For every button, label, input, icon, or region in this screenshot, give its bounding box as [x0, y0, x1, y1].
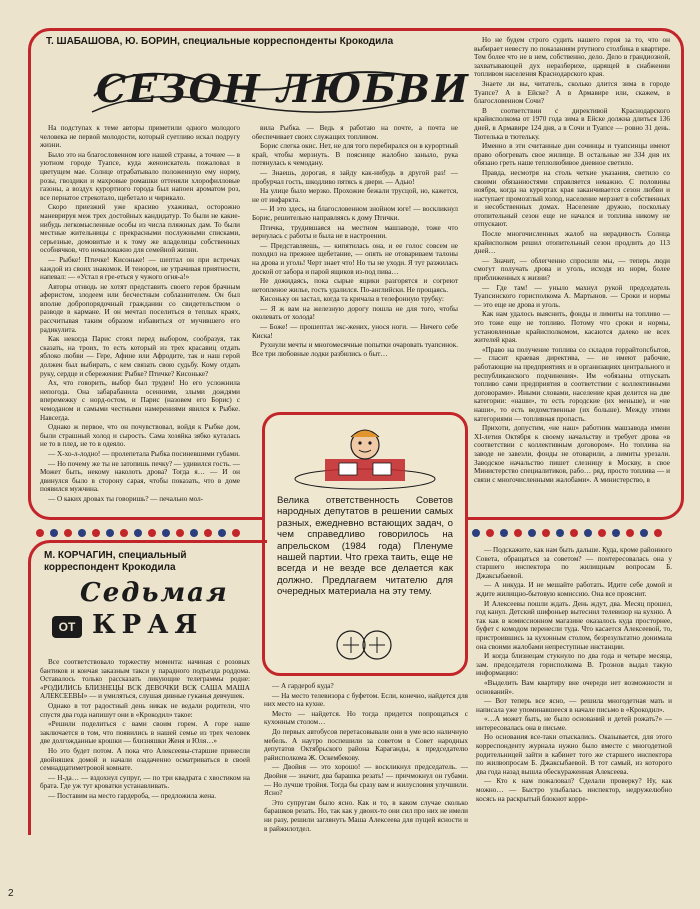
- dot: [106, 529, 114, 537]
- article-2-column-3: [476, 546, 672, 836]
- page-number: 2: [8, 888, 14, 899]
- paragraph: — Н-да… — вздохнул супруг, — по три квадрата с хвостиком на брата. Где уж тут кроватки устанавливать.: [40, 773, 250, 791]
- article-2-title-line-2: КРАЯ: [92, 610, 204, 640]
- dot-separator-left: [36, 528, 240, 538]
- editorial-callout: [262, 412, 468, 676]
- article-2-title-line-1: Седьмая: [80, 578, 229, 608]
- dot: [134, 529, 142, 537]
- paragraph: — Вот теперь все ясно, — решила многодетная мать и написала уже упоминавшееся в начале письмо в «Крокодил».: [476, 697, 672, 714]
- paragraph: Правда, несмотря на столь четкие указания, светило со своими обязанностями справляется неважно. С половины ноября, когда на курортах края заканчивается сезон любви и наступает промозглый холод, население мерзнет в собственных и несобственных домах. Население дружно, поскольку отопительный сезон еще не начался и топлива никому не отпускают.: [474, 168, 670, 229]
- paragraph: — Рыбке! Птичке! Кисоньке! — шептал он при встречах каждой из своих знакомок. И тенором, не утрачивая приятности, напевал: — «Устал я гре-еться у чужого огня-а!»: [40, 255, 240, 282]
- dot: [598, 529, 606, 537]
- dot: [542, 529, 550, 537]
- dot: [50, 529, 58, 537]
- paragraph: «Решили поделиться с вами своим горем. А горе наше заключается в том, что появились в нашей семье из трех человек две долгожданные крошки — близняшки Женя и Юля…»: [40, 720, 250, 746]
- paragraph: Это супругам было ясно. Как и то, в каком случае сколько барашков резать. Но, так как у двоих-то они сил про них не имели ни разу, решили заглянуть Маша Алексеева для пущей ясности и в райжилотдел.: [264, 798, 468, 833]
- paragraph: — Двойня — это хорошо! — воскликнул председатель. — Двойня — значит, два барашка резать! — причмокнул он губами. — Но лучше тройня. Тогда бы сразу вам и жилусловия улучшили. Ясно?: [264, 763, 468, 798]
- paragraph: Но основания все-таки отыскались. Оказывается, для этого корреспонденту журнала нужно было вместе с многодетной родительницей зайти в кабинет того же старшего инспектора по жилвопросам Б. Джаксыбаевой. В тот самый, из которого два года назад вышла обескураженная Алексеева.: [476, 733, 672, 776]
- paragraph: Именно в эти считанные дни сочинцы и туапсинцы имеют право обогревать свое жилище. В остальные же 334 дня их обязано греть наше теплолюбивое дневное светило.: [474, 142, 670, 168]
- paragraph: — И это здесь, на благословенном знойном юге! — воскликнул Борис, решительно направляясь к дому Птички.: [252, 205, 458, 222]
- dot: [612, 529, 620, 537]
- paragraph: Ах, что говорить, выбор был труден! Но его усложнила непогода. Она забарабанила осенними, злыми дождями вперемежку с норд-остом, и Парис (назовем его Борис) с чемоданом и самыми честными намерениями явился к Рыбке. Навсегда.: [40, 379, 240, 422]
- dot: [514, 529, 522, 537]
- dot: [528, 529, 536, 537]
- dot: [92, 529, 100, 537]
- paragraph: — Я ж вам на железную дорогу пошла не для того, чтобы околевать от холода!: [252, 304, 458, 322]
- paragraph: До первых автобусов перетасовывали они в уме всю наличную мебель. А наутро поспешили за советом в Совет народных депутатов Октябрьского района Караганды, к председателю райисполкома Ж. Оскембекову.: [264, 727, 468, 762]
- article-2-column-2: [264, 682, 468, 834]
- article-2-column-1: [40, 658, 250, 834]
- paragraph: Прихоти, допустим, «не наш» работник машзавода имени XI-летия Октября к своему начальству и требует дрова «в соответствии с коллективным договором». Но топлива на заводе не завезли, фонды не отоварили, а лимиты урезали. Заводское начальство пишет слезницу в Москву, в свое Министерство специалитиков, рабо… ряд, просто топлива — и связи с многочисленными жалобами». А министерство, в: [474, 424, 670, 484]
- dot: [640, 529, 648, 537]
- paragraph: — А гардероб куда?: [272, 682, 334, 690]
- paragraph: — Представляешь, — кипятилась она, и ее голос совсем не походил на прежнее щебетание, — опять не отовариваем талоны на дрова и уголь! Черт знает что! Но ты не уходи. Я тут разжилась доской от забора и парой ящиков из-под пива…: [252, 241, 458, 276]
- paragraph: В соответствии с директивой Краснодарского крайисполкома от 1970 года зима в Ейске должна длиться 136 дней, в Армавире 124 дня, а в Сочи и Туапсе — ровно 31 день. Тютелька в тютельку.: [474, 106, 670, 141]
- paragraph: Скоро приезжий уже красиво ухаживал, осторожно маневрируя меж трех достойных кандидатур. То были не какие-нибудь легкомысленные особы из числа пляжных дам. То были местные жительницы с прекрасными послужными списками, серьезные, домовитые и к тому же владелицы собственных особнячков, что немаловажно для семейной жизни.: [40, 203, 240, 255]
- paragraph: вила Рыбка. — Ведь я работаю на почте, а почта не обеспечивает своих служащих топливом.: [252, 124, 458, 141]
- paragraph: — Где там! — уныло махнул рукой председатель Туапсинского горисполкома А. Мартынов. — Сроки и нормы — это еще не дрова и уголь.: [474, 283, 670, 309]
- paragraph: «…А может быть, не было оснований и детей рожать?» — интересовалась она в письме.: [476, 715, 672, 732]
- dot: [626, 529, 634, 537]
- callout-text: Велика ответственность Советов народных депутатов в решении самых разных, ежедневно встающих задач, о чем справедливо говорилось на апрельском (1984 года) Пленуме нашей партии. Что греха таить, еще не всегда и не везде все делается как должно. Предлагаем читателю для очередных материала на эту тему.: [277, 495, 453, 598]
- paragraph: Как некогда Парис стоял перед выбором, сообразуя, так сказать, на троих, то есть который из трех красавиц отдать яблоко любви — Гере, Афине или Афродите, так и наш герой должен был выбирать, с кем связать свою судьбу. Кому отдать руку, сердце и сбережения: Рыбке? Птичке? Кисоньке?: [40, 335, 240, 378]
- paragraph: Но не будем строго судить нашего героя за то, что он выбирает невесту по показаниям ртутного столбика в квартире. Тем более что не в нем, собственно, дело. Дело в грандиозной, захватывающей дух неразберихе, царящей в снабжении топливом населения Краснодарского края.: [474, 36, 670, 79]
- paragraph: — На место телевизора с буфетом. Если, конечно, найдется для них место на кухне.: [264, 691, 468, 709]
- article-1-column-2: [252, 124, 458, 406]
- dot: [204, 529, 212, 537]
- paragraph: — Знаешь, дорогая, я зайду как-нибудь в другой раз! — пробурчал гость, шкодливо пятясь к двери. — Адью!: [252, 168, 458, 186]
- paragraph: Однако ж первое, что он почувствовал, войдя к Рыбке дом, были страшный холод и сырость. Сама хозяйка зябко куталась не то в плед, не то в одеяло.: [40, 423, 240, 449]
- paragraph: И Алексеевы пошли ждать. День ждут, два. Месяц прошел, год канул. Детский шифоньер вытеснил телевизор на кухню. А так как в комиссионном магазине оказалось куда просторнее, буфет с комодом перенесли туда. Что касается Алексеевой, то, пристроившись за кухонным столом, безрезультатно донимала она своими жалобами непреступные инстанции.: [476, 599, 672, 651]
- paragraph: — О каких дровах ты говоришь? — печально мол-: [48, 494, 204, 503]
- paragraph: Борис слегка окис. Нет, не для того перебирался он в курортный край, чтобы мерзнуть. В пояснице жалобно заныло, рука потянулась к чемодану.: [252, 142, 458, 168]
- article-2-title-from: ОТ: [52, 616, 82, 638]
- paragraph: Авторы отнюдь не хотят представить своего героя брачным аферистом, злодеем или бесчестным соблазнителем. Он был вполне добропорядочный гражданин со свидетельством о разводе в кармане. И он мечтал поселиться в теплых краях, рассчитывая таким образом избавиться от мучившего его радикулита.: [40, 282, 240, 334]
- article-1-byline: Т. ШАБАШОВА, Ю. БОРИН, специальные корреспонденты Крокодила: [46, 36, 394, 47]
- paragraph: Знаете ли вы, читатель, сколько длится зима в городе Туапсе? А в Ейске? А в Армавире или, скажем, в благословенном Сочи?: [474, 79, 670, 106]
- dot: [486, 529, 494, 537]
- dot: [218, 529, 226, 537]
- article-2-byline: М. КОРЧАГИН, специальный корреспондент Крокодила: [44, 550, 187, 573]
- paragraph: Было это на благословенном юге нашей страны, а точнее — в уютном городе Туапсе, куда женоискатель пожаловал в цветущем мае. Солнце отрабатывало положенную ему норму, розы, гвоздики и махровые ромашки оттеняли хлорофилловые газоны, а воздух курортного города был напоен ароматом роз, все пернатое стрекотало, щебетало и чирикало.: [40, 150, 240, 202]
- paragraph: — Х-хо-л-лодно! — пролепетала Рыбка посиневшими губами.: [48, 449, 240, 458]
- paragraph: Все соответствовало торжеству момента: начиная с розовых бантиков и кончая заказным такси у парадного подъезда роддома. Оставалось только рассказать ликующие телеграммы родне: «РОДИЛИСЬ БЛИЗНЕЦЫ ВСК ДЕВОЧКИ ВСК САША МАША АЛЕКСЕЕВЫ» — и умиляться, слушая дивные гуканья девчушек.: [40, 658, 250, 701]
- paragraph: Кисоньку он застал, когда та кричала в телефонную трубку:: [260, 295, 444, 304]
- paragraph: Как нам удалось выяснить, фонды и лимиты на топливо — это тоже еще не топливо. Потому что сроки и нормы, установленные крайисполкомом, касаются далеко не всех жителей края.: [474, 310, 670, 345]
- dot: [556, 529, 564, 537]
- paragraph: Не дожидаясь, пока сырые ящики разгорятся и согреют нетопленое жилье, гость удалился. По-английски. Не прощаясь.: [252, 277, 458, 294]
- dot: [570, 529, 578, 537]
- paragraph: — Боже! — прошептал экс-жених, унося ноги. — Ничего себе Киска!: [252, 323, 458, 340]
- cartoon-stove-icon: [329, 623, 399, 663]
- paragraph: — Значит, — облегченно спросили мы, — теперь люди смогут получать дрова и уголь, исходя из норм, более приближенных к жизни?: [474, 256, 670, 283]
- paragraph: — Но почему же ты не затопишь печку? — удивился гость. — Может быть, некому наколоть дрова? Тогда я… — И он двинулся было в сторону сарая, чтобы показать, что в доме появился мужчина.: [40, 459, 240, 494]
- paragraph: Птичка, трудившаяся на местном машзаводе, тоже что вернулась с работы и была не в настроении.: [252, 223, 458, 241]
- dot: [36, 529, 44, 537]
- paragraph: На подступах к теме авторы приметили одного молодого человека не первой молодости, который суетливо искал подругу жизни.: [40, 124, 240, 150]
- article-1-title: [88, 56, 470, 118]
- dot: [500, 529, 508, 537]
- paragraph: «Выделить Вам квартиру вне очереди нет возможности и оснований».: [476, 678, 672, 696]
- dot: [654, 529, 662, 537]
- dot: [584, 529, 592, 537]
- paragraph: Место — найдется. Но тогда придется попрощаться с кухонным столом…: [264, 709, 468, 727]
- paragraph: После многочисленных жалоб на нерадивость Солнца крайисполком решил отопительный сезон продлить до 113 дней…: [474, 230, 670, 256]
- dot: [176, 529, 184, 537]
- article-1-column-1: [40, 124, 240, 506]
- dot: [190, 529, 198, 537]
- paragraph: Рухнули мечты и многомесячные попытки очаровать туапсинок. Все три любовные лодки разбились о быт…: [252, 341, 458, 358]
- paragraph: — Кто к нам пожаловал? Сделали проверку? Ну, как можно… — Быстро улыбалась инспектор, недружелюбно косясь на раскрытый блокнот корре-: [476, 777, 672, 803]
- dot: [162, 529, 170, 537]
- dot: [232, 529, 240, 537]
- paragraph: — Поставим на место гардероба, — предложила жена.: [48, 791, 217, 800]
- dot: [120, 529, 128, 537]
- paragraph: «Право на получение топлива со складов горрайтопсбытов, — гласит краевая директива, — не имеют рабочие, работающие на предприятиях и в организациях центрального и республиканского подчинения». Им «обязаны отпускать топливо сами предприятия в соответствии с коллективными договорами». Иными словами, население края делится на две категории: «наши», то есть городские (их меньше), и «не наши», то есть ведомственные (их больше). Между этими категориями — топливная пропасть.: [474, 345, 670, 423]
- paragraph: Однако в тот радостный день никак не ведали родители, что спустя два года напишут они в «Крокодил» такое:: [40, 701, 250, 719]
- cartoon-official-icon: [265, 419, 465, 495]
- dot: [148, 529, 156, 537]
- dot: [78, 529, 86, 537]
- dot: [472, 529, 480, 537]
- dot: [64, 529, 72, 537]
- article-1-column-3: [474, 36, 670, 508]
- paragraph: На улице было мерзко. Прохожие бежали трусцой, но, кажется, не от инфаркта.: [252, 187, 458, 204]
- paragraph: — Подскажите, как нам быть дальше. Куда, кроме районного Совета, обращаться за советом? — понтересовалась она у старшего инспектора по жилищным вопросам Б. Джаксыбаевой.: [476, 546, 672, 580]
- paragraph: И когда близнецам стукнуло по два года и четыре месяца, зам. председателя горисполкома В. Грознов выдал такую информацию:: [476, 652, 672, 678]
- dot-separator-right: [472, 528, 662, 538]
- article-1-title-text: СЕЗОН ЛЮБВИ: [96, 66, 470, 111]
- article-2-title: [52, 578, 252, 654]
- paragraph: Но это будет потом. А пока что Алексеевы-старшие принесли двойняшек домой и начали озадаченно осматриваться в своей семнадцатиметровой комнате.: [40, 746, 250, 773]
- paragraph: — А никуда. И не мешайте работать. Идите себе домой и ждите жилищно-бытовую комиссию. Она все прояснит.: [476, 581, 672, 598]
